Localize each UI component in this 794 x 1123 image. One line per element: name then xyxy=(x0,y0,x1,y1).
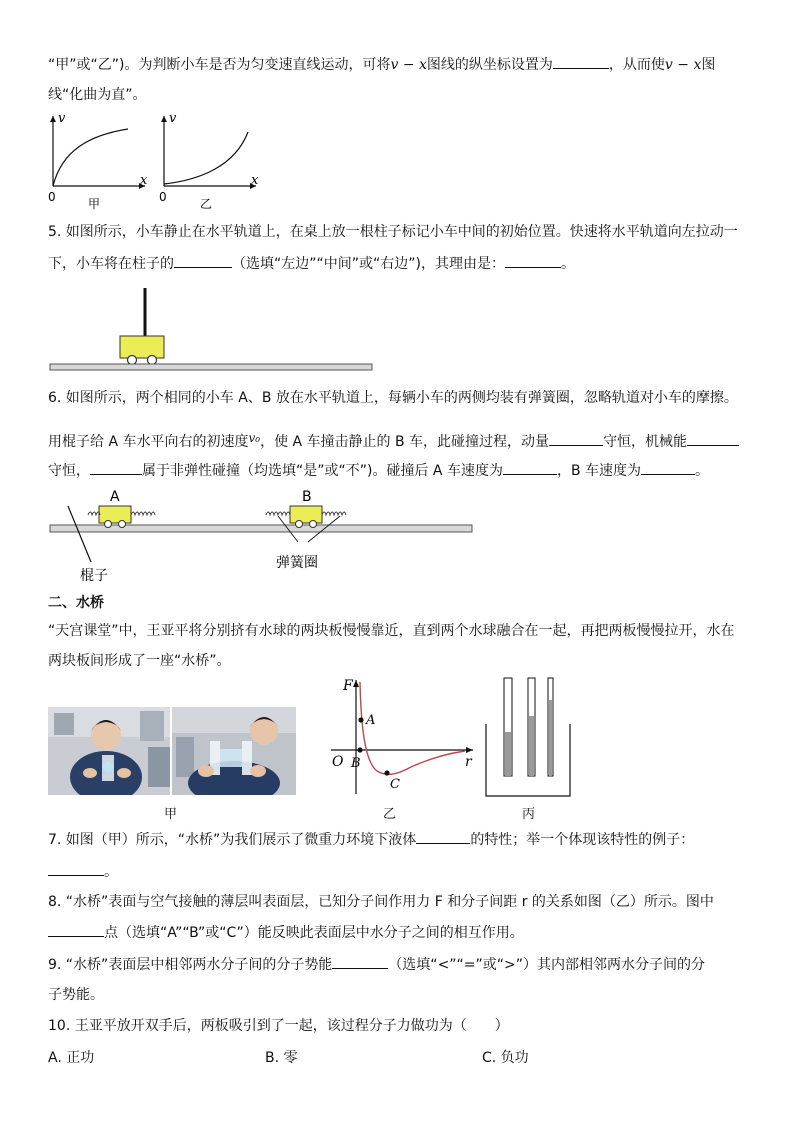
point-b xyxy=(357,747,362,752)
point-c-label: C xyxy=(390,777,400,792)
curve-concave-down xyxy=(53,129,128,186)
cart-b-label: B xyxy=(302,489,312,505)
q9-line-2: 子势能。 xyxy=(48,987,104,1003)
water-column xyxy=(505,732,511,776)
answer-blank[interactable] xyxy=(549,431,603,446)
answer-blank[interactable] xyxy=(48,861,104,876)
q10-stem: 10. 王亚平放开双手后，两板吸引到了一起，该过程分子力做功为（ ） xyxy=(48,1018,509,1034)
answer-blank[interactable] xyxy=(687,431,739,446)
capillary-tubes-figure xyxy=(482,676,574,798)
stick-label: 棍子 xyxy=(80,568,108,584)
answer-blank[interactable] xyxy=(332,954,388,969)
figure-label-bing: 丙 xyxy=(522,807,536,822)
force-distance-graph xyxy=(325,672,485,800)
spring-label: 弹簧圈 xyxy=(276,555,318,571)
answer-blank[interactable] xyxy=(416,829,470,844)
point-a xyxy=(358,717,363,722)
q7-line-2: 。 xyxy=(48,861,118,882)
origin-label: 0 xyxy=(159,190,167,204)
cart-a-label: A xyxy=(110,489,120,505)
q9-line-1: 9. “水桥”表面层中相邻两水分子间的分子势能 （选填“<”“=”或“>”）其内部相邻两水分子间的分 xyxy=(48,954,705,975)
track xyxy=(50,364,372,370)
q6-line-3: 守恒， 属于非弹性碰撞（均选填“是”或“不”)。碰撞后 A 车速度为 ，B 车速度为 。 xyxy=(48,460,709,481)
spring-coil xyxy=(131,512,155,515)
section-intro-2: 两块板间形成了一座“水桥”。 xyxy=(48,653,231,669)
option-c[interactable]: C. 负功 xyxy=(482,1050,529,1066)
cart-a xyxy=(88,489,155,528)
vx-symbol: v − x xyxy=(664,57,702,73)
answer-blank[interactable] xyxy=(503,460,557,475)
axis-r-label: r xyxy=(465,754,472,770)
origin-label: O xyxy=(332,754,344,770)
photo-water-ball-2 xyxy=(172,707,296,795)
q5-line-1: 5. 如图所示，小车静止在水平轨道上，在桌上放一根柱子标记小车中间的初始位置。快速将水平轨道向左拉动一 xyxy=(48,224,738,240)
section-intro-1: “天宫课堂”中，王亚平将分别挤有水球的两块板慢慢靠近，直到两个水球融合在一起，再把两板慢慢拉开，水在 xyxy=(48,623,735,639)
spring-coil xyxy=(88,512,100,515)
option-b[interactable]: B. 零 xyxy=(265,1050,298,1066)
axis-f-label: F xyxy=(343,678,353,694)
track xyxy=(50,525,472,532)
graph-label-jia: 甲 xyxy=(88,197,101,211)
answer-blank[interactable] xyxy=(553,54,609,69)
answer-blank[interactable] xyxy=(641,460,695,475)
cart-on-track-figure xyxy=(48,284,378,374)
photo-water-ball-1 xyxy=(48,707,170,795)
point-c xyxy=(384,770,389,775)
answer-blank[interactable] xyxy=(174,253,232,268)
water-column xyxy=(549,700,552,776)
origin-label: 0 xyxy=(48,190,56,204)
q8-line-1: 8. “水桥”表面与空气接触的薄层叫表面层，已知分子间作用力 F 和分子间距 r 的关系如图（乙）所示。图中 xyxy=(48,894,714,910)
point-a-label: A xyxy=(366,713,376,728)
spring-coil xyxy=(322,512,346,515)
graph-label-yi: 乙 xyxy=(200,197,213,211)
point-b-label: B xyxy=(351,756,361,771)
answer-blank[interactable] xyxy=(90,460,142,475)
axis-v-label: v xyxy=(169,111,177,126)
spring-coil xyxy=(266,512,290,515)
axis-v-label: v xyxy=(58,111,66,126)
q4-line-1: “甲”或“乙”)。为判断小车是否为匀变速直线运动，可将v − x图线的纵坐标设置为 ，从而使v − x图 xyxy=(48,54,715,75)
figure-label-jia: 甲 xyxy=(164,807,178,822)
q5-line-2: 下，小车将在柱子的 （选填“左边”“中间”或“右边”)，其理由是： 。 xyxy=(48,253,575,274)
cart xyxy=(120,336,164,358)
option-a[interactable]: A. 正功 xyxy=(48,1050,95,1066)
curve-concave-up xyxy=(164,132,248,184)
axis-x-label: x xyxy=(251,173,259,188)
graph-jia xyxy=(48,111,148,211)
figure-label-yi: 乙 xyxy=(383,807,397,822)
answer-blank[interactable] xyxy=(48,922,104,937)
stick xyxy=(68,506,91,562)
q4-line-2: 线“化曲为直”。 xyxy=(48,87,147,103)
q7-line-1: 7. 如图（甲）所示，“水桥”为我们展示了微重力环境下液体 的特性；举一个体现该特性的例子： xyxy=(48,829,694,850)
water-column xyxy=(529,716,534,776)
vx-symbol: v − x xyxy=(390,57,427,73)
q6-line-1: 6. 如图所示，两个相同的小车 A、B 放在水平轨道上，每辆小车的两侧均装有弹簧圈，忽略轨道对小车的摩擦。 xyxy=(48,390,738,406)
section-heading: 二、水桥 xyxy=(48,595,104,611)
v0-symbol: v₀ xyxy=(248,431,261,445)
force-curve xyxy=(360,682,465,774)
cart-b xyxy=(266,489,346,528)
axis-x-label: x xyxy=(140,173,148,188)
q8-line-2: 点（选填“A”“B”或“C”）能反映此表面层中水分子之间的相互作用。 xyxy=(48,922,524,943)
q6-line-2: 用棍子给 A 车水平向右的初速度v₀，使 A 车撞击静止的 B 车，此碰撞过程，动量 守恒，机械能 xyxy=(48,428,739,452)
two-carts-figure xyxy=(48,486,478,586)
answer-blank[interactable] xyxy=(505,253,561,268)
graph-yi xyxy=(159,111,259,211)
v-x-graphs xyxy=(40,108,280,214)
